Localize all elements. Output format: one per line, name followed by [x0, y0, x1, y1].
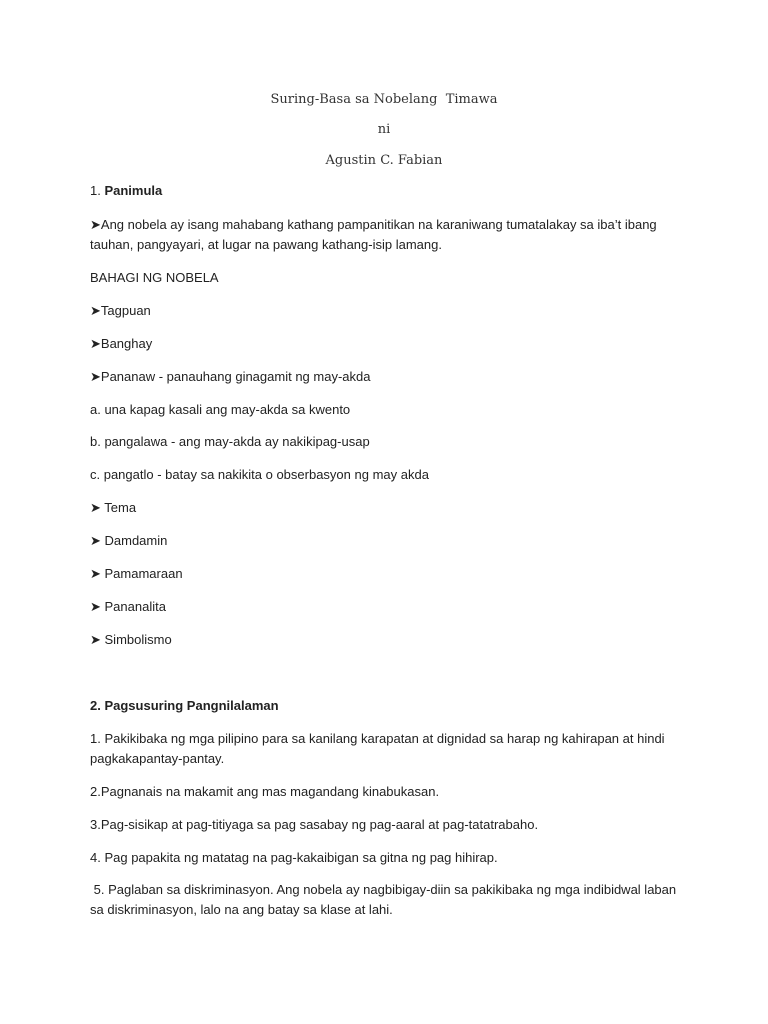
byline: ni	[377, 122, 391, 137]
part-item: ➤Pananaw - panauhang ginagamit ng may-akda	[90, 369, 371, 384]
part-subitem: b. pangalawa - ang may-akda ay nakikipag-usap	[90, 434, 370, 449]
novel-definition: ➤Ang nobela ay isang mahabang kathang pampanitikan na karaniwang tumatalakay sa iba’t ibang tauhan, pangyayari, at lugar na pawang kathang-isip lamang.	[90, 217, 657, 252]
author-name: Agustin C. Fabian	[325, 153, 443, 168]
content-item: 4. Pag papakita ng matatag na pag-kakaibigan sa gitna ng pag hihirap.	[90, 850, 498, 865]
section-2-heading: 2. Pagsusuring Pangnilalaman	[90, 698, 279, 713]
part-item: ➤ Tema	[90, 500, 137, 515]
content-item: 5. Paglaban sa diskriminasyon. Ang nobela ay nagbibigay-diin sa pakikibaka ng mga indibidwal laban sa diskriminasyon, lalo na ang batay sa klase at lahi.	[90, 882, 680, 917]
parts-heading: BAHAGI NG NOBELA	[90, 270, 219, 285]
part-subitem: a. una kapag kasali ang may-akda sa kwento	[90, 402, 351, 417]
part-item: ➤ Pananalita	[90, 599, 166, 614]
content-item: 3.Pag-sisikap at pag-titiyaga sa pag sasabay ng pag-aaral at pag-tatatrabaho.	[90, 817, 539, 832]
section-1-title: Panimula	[104, 183, 163, 198]
content-item: 2.Pagnanais na makamit ang mas magandang kinabukasan.	[90, 784, 440, 799]
content-item: 1. Pakikibaka ng mga pilipino para sa kanilang karapatan at dignidad sa harap ng kahirapan at hindi pagkakapantay-pantay.	[90, 731, 665, 766]
section-1-heading	[90, 181, 680, 201]
part-subitem: c. pangatlo - batay sa nakikita o obserbasyon ng may akda	[90, 467, 429, 482]
part-item: ➤ Pamamaraan	[90, 566, 183, 581]
part-item: ➤Tagpuan	[90, 303, 151, 318]
document-title: Suring-Basa sa Nobelang Timawa	[270, 92, 498, 107]
part-item: ➤ Simbolismo	[90, 632, 172, 647]
section-1-number: 1.	[90, 183, 105, 198]
part-item: ➤ Damdamin	[90, 533, 168, 548]
part-item: ➤Banghay	[90, 336, 153, 351]
